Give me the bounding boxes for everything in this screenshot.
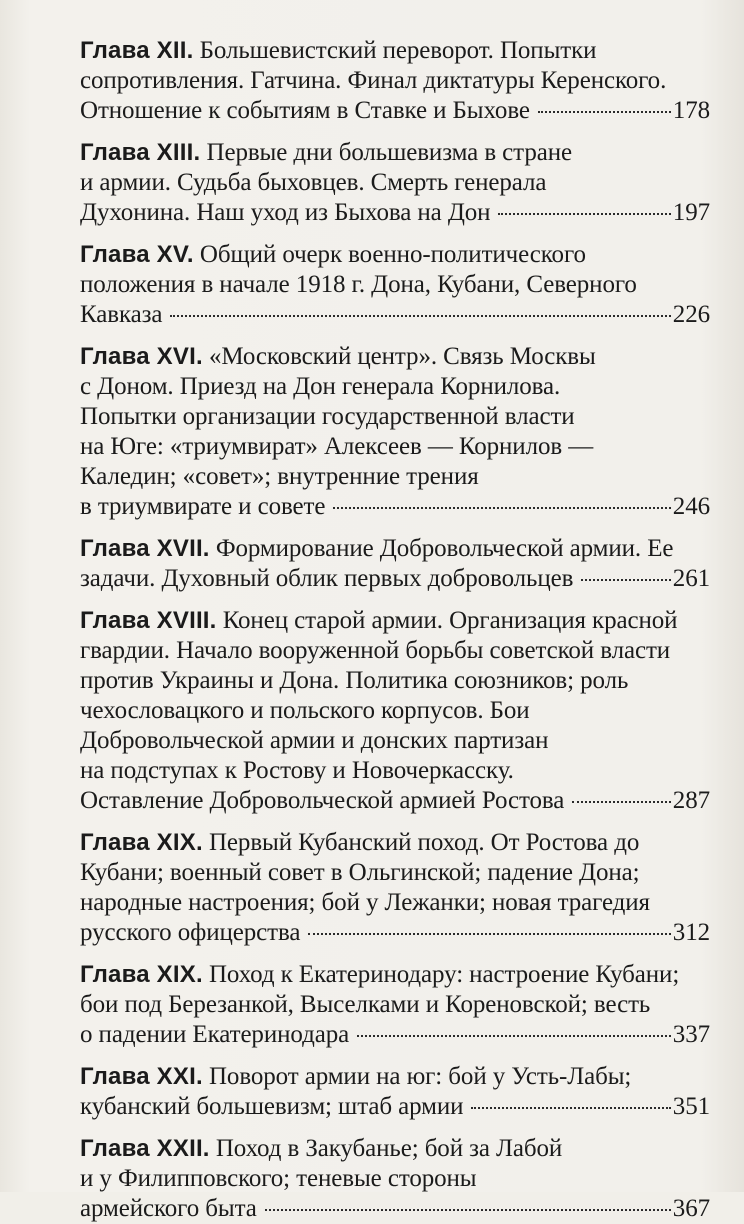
chapter-title-text: и армии. Судьба быховцев. Смерть генерала [80, 169, 547, 196]
chapter-title-text: задачи. Духовный облик первых добровольцев [80, 565, 574, 592]
toc-entry-text [80, 198, 490, 228]
dot-leader [538, 111, 671, 113]
chapter-title-text: Попытки организации государственной власти [80, 403, 575, 430]
toc-entry [80, 36, 710, 126]
toc-entry-text [80, 1194, 257, 1224]
dot-leader [333, 507, 670, 509]
toc-entry-line [80, 66, 710, 96]
toc-entry-line [80, 270, 710, 300]
chapter-title-text: Добровольческой армии и донских партизан [80, 727, 549, 754]
page-number: 337 [672, 1021, 710, 1048]
toc-entry-line [80, 990, 710, 1020]
chapter-title-text: Кубани; военный совет в Ольгинской; падение Дона; [80, 859, 640, 886]
toc-entry-line [80, 1164, 710, 1194]
chapter-label: Глава XIX. [80, 961, 203, 988]
table-of-contents [80, 36, 710, 1224]
toc-entry-line [80, 168, 710, 198]
dot-leader [265, 1209, 671, 1211]
page-number: 226 [672, 301, 710, 328]
toc-entry-text [80, 1092, 463, 1122]
toc-entry-text [80, 607, 677, 634]
toc-entry [80, 138, 710, 228]
toc-entry-line [80, 138, 710, 168]
toc-entry [80, 1134, 710, 1224]
toc-entry-text [80, 961, 679, 988]
chapter-title-text: кубанский большевизм; штаб армии [80, 1093, 464, 1120]
chapter-title-text: на подступах к Ростову и Новочеркасску. [80, 757, 514, 784]
chapter-title-text: народные настроения; бой у Лежанки; новая трагедия [80, 889, 650, 916]
page-number: 367 [672, 1195, 710, 1222]
page-number: 287 [672, 787, 710, 814]
toc-entry-line [80, 636, 710, 666]
toc-entry [80, 606, 710, 816]
page-number: 261 [672, 565, 710, 592]
toc-entry-line [80, 696, 710, 726]
toc-entry-line [80, 402, 710, 432]
page-number: 246 [672, 493, 710, 520]
toc-entry-text [80, 786, 564, 816]
toc-entry-line [80, 726, 710, 756]
toc-entry-text [80, 991, 650, 1018]
toc-entry-text [80, 889, 650, 916]
toc-entry-line [80, 198, 710, 228]
dot-leader [471, 1107, 670, 1109]
dot-leader [357, 1035, 671, 1037]
chapter-title-text: и у Филипповского; теневые стороны [80, 1165, 477, 1192]
toc-entry-text [80, 300, 162, 330]
page-number: 312 [672, 919, 710, 946]
chapter-label: Глава XV. [80, 241, 194, 268]
toc-entry-text [80, 343, 596, 370]
toc-entry-line [80, 1062, 710, 1092]
toc-entry-line [80, 606, 710, 636]
toc-entry-line [80, 300, 710, 330]
chapter-title-text: положения в начале 1918 г. Дона, Кубани, Северного [80, 271, 637, 298]
chapter-label: Глава XIX. [80, 829, 203, 856]
chapter-title-text: Большевистский переворот. Попытки [193, 37, 597, 64]
toc-entry-text [80, 271, 637, 298]
toc-entry-line [80, 666, 710, 696]
chapter-label: Глава XVII. [80, 535, 210, 562]
toc-entry-line [80, 36, 710, 66]
toc-entry-line [80, 1194, 710, 1224]
chapter-title-text: «Московский центр». Связь Москвы [202, 343, 596, 370]
page-number: 351 [672, 1093, 710, 1120]
toc-entry [80, 960, 710, 1050]
toc-entry-line [80, 342, 710, 372]
toc-entry-text [80, 918, 300, 948]
chapter-label: Глава XXII. [80, 1135, 210, 1162]
toc-entry-text [80, 564, 573, 594]
toc-entry [80, 240, 710, 330]
toc-entry-text [80, 1063, 631, 1090]
toc-entry-line [80, 1134, 710, 1164]
toc-entry [80, 828, 710, 948]
chapter-title-text: Оставление Добровольческой армией Ростова [80, 787, 565, 814]
toc-entry-line [80, 564, 710, 594]
chapter-title-text: о падении Екатеринодара [80, 1021, 350, 1048]
chapter-title-text: гвардии. Начало вооруженной борьбы советской власти [80, 637, 671, 664]
toc-entry-line [80, 96, 710, 126]
page-number: 197 [672, 199, 710, 226]
toc-entry-text [80, 637, 670, 664]
chapter-title-text: Поворот армии на юг: бой у Усть-Лабы; [202, 1063, 632, 1090]
toc-entry-text [80, 403, 575, 430]
dot-leader [572, 801, 671, 803]
chapter-title-text: армейского быта [80, 1195, 257, 1222]
dot-leader [170, 315, 670, 317]
toc-entry-line [80, 1092, 710, 1122]
chapter-label: Глава XVIII. [80, 607, 217, 634]
chapter-title-text: Поход в Закубанье; бой за Лабой [209, 1135, 563, 1162]
toc-entry-text [80, 169, 546, 196]
chapter-title-text: бои под Березанкой, Выселками и Кореновской; весть [80, 991, 651, 1018]
toc-entry-text [80, 667, 628, 694]
chapter-title-text: чехословацкого и польского корпусов. Бои [80, 697, 530, 724]
toc-entry-text [80, 373, 560, 400]
chapter-title-text: сопротивления. Гатчина. Финал диктатуры Керенского. [80, 67, 667, 94]
toc-entry [80, 342, 710, 522]
toc-entry-text [80, 96, 530, 126]
toc-entry-line [80, 786, 710, 816]
toc-entry-text [80, 859, 640, 886]
toc-entry-text [80, 463, 479, 490]
chapter-label: Глава XII. [80, 37, 194, 64]
chapter-title-text: с Доном. Приезд на Дон генерала Корнилова. [80, 373, 561, 400]
toc-entry-text [80, 37, 596, 64]
chapter-title-text: Конец старой армии. Организация красной [216, 607, 678, 634]
toc-entry-line [80, 888, 710, 918]
toc-entry-line [80, 492, 710, 522]
toc-entry-line [80, 462, 710, 492]
dot-leader [581, 579, 670, 581]
toc-entry-text [80, 535, 673, 562]
toc-entry-text [80, 757, 514, 784]
toc-entry-text [80, 492, 325, 522]
chapter-label: Глава XXI. [80, 1063, 203, 1090]
toc-entry-line [80, 960, 710, 990]
toc-entry-line [80, 372, 710, 402]
chapter-title-text: на Юге: «триумвират» Алексеев — Корнилов — [80, 433, 594, 460]
toc-entry-line [80, 918, 710, 948]
chapter-title-text: Формирование Добровольческой армии. Ее [209, 535, 674, 562]
chapter-title-text: Кавказа [80, 301, 163, 328]
toc-entry [80, 1062, 710, 1122]
dot-leader [308, 933, 670, 935]
toc-entry-text [80, 433, 593, 460]
toc-entry-text [80, 67, 666, 94]
toc-entry-line [80, 828, 710, 858]
toc-entry-line [80, 1020, 710, 1050]
chapter-label: Глава XVI. [80, 343, 203, 370]
chapter-title-text: Общий очерк военно-политического [193, 241, 586, 268]
dot-leader [498, 213, 670, 215]
chapter-title-text: Духонина. Наш уход из Быхова на Дон [80, 199, 491, 226]
chapter-label: Глава XIII. [80, 139, 201, 166]
toc-entry-text [80, 697, 530, 724]
chapter-title-text: в триумвирате и совете [80, 493, 326, 520]
toc-entry-line [80, 534, 710, 564]
toc-entry-line [80, 432, 710, 462]
toc-entry [80, 534, 710, 594]
toc-entry-line [80, 756, 710, 786]
toc-entry-line [80, 240, 710, 270]
toc-entry-text [80, 1135, 562, 1162]
toc-entry-text [80, 1020, 349, 1050]
toc-entry-text [80, 1165, 477, 1192]
chapter-title-text: Отношение к событиям в Ставке и Быхове [80, 97, 530, 124]
toc-entry-text [80, 727, 548, 754]
toc-entry-text [80, 829, 639, 856]
toc-entry-line [80, 858, 710, 888]
chapter-title-text: русского офицерства [80, 919, 301, 946]
chapter-title-text: Первый Кубанский поход. От Ростова до [202, 829, 640, 856]
page-number: 178 [672, 97, 710, 124]
toc-entry-text [80, 241, 586, 268]
toc-entry-text [80, 139, 572, 166]
chapter-title-text: Поход к Екатеринодару: настроение Кубани; [202, 961, 680, 988]
chapter-title-text: Первые дни большевизма в стране [200, 139, 572, 166]
chapter-title-text: против Украины и Дона. Политика союзников; роль [80, 667, 629, 694]
chapter-title-text: Каледин; «совет»; внутренние трения [80, 463, 479, 490]
